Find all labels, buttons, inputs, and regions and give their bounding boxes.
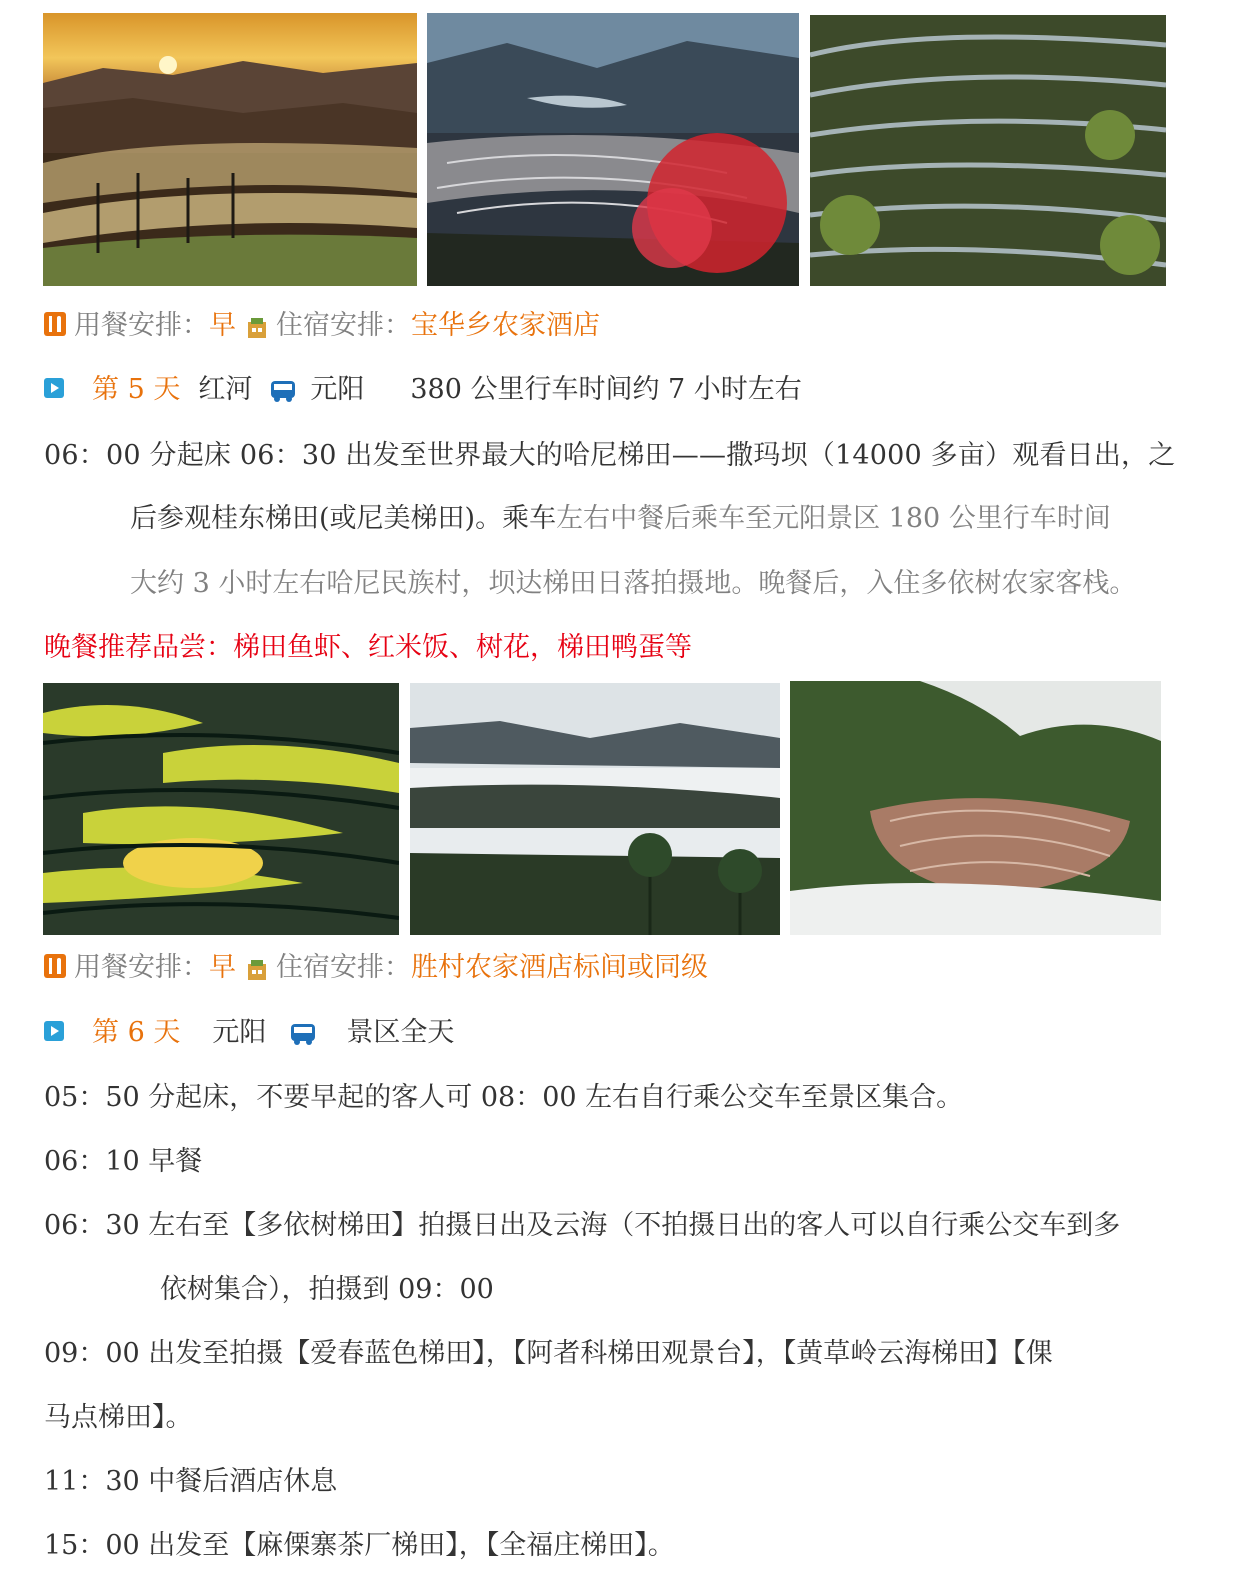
meal-label: 用餐安排： [74, 952, 209, 983]
day5-para-line2a: 后参观桂东梯田(或尼美梯田)。乘车 [130, 503, 557, 534]
meal-value: 早 [209, 952, 236, 983]
day5-para-line2 [130, 499, 1180, 539]
dinner-recommend: 晚餐推荐品尝：梯田鱼虾、红米饭、树花，梯田鸭蛋等 [44, 632, 692, 663]
meal-value: 早 [209, 310, 236, 341]
play-icon [44, 1021, 64, 1041]
day5-from: 红河 [198, 374, 253, 405]
hotel-icon [246, 312, 268, 336]
day5-para-line2b: 左右中餐后乘车至元阳景区 180 公里行车时间 [556, 503, 1111, 534]
photo-terraces-sunset [43, 13, 417, 286]
meal-lodging-line-day5 [44, 948, 1180, 988]
day5-to: 元阳 [310, 374, 365, 405]
day5-distance: 380 公里行车时间约 7 小时左右 [410, 374, 802, 405]
lodging-label: 住宿安排： [276, 310, 411, 341]
day6-label: 第 6 天 [92, 1017, 181, 1048]
day6-item-4-line2: 马点梯田】。 [44, 1402, 193, 1433]
lodging-value: 宝华乡农家酒店 [411, 310, 600, 341]
play-icon [44, 378, 64, 398]
photo-terraces-yellow [43, 683, 399, 935]
day5-para-line1: 06：00 分起床 06：30 出发至世界最大的哈尼梯田——撒玛坝（14000 多亩）观看日出，之 [44, 440, 1176, 471]
day6-from: 元阳 [212, 1017, 267, 1048]
day5-para-line3: 大约 3 小时左右哈尼民族村，坝达梯田日落拍摄地。晚餐后，入住多依树农家客栈。 [130, 568, 1137, 599]
utensils-icon [44, 954, 66, 978]
meal-lodging-line-day4 [44, 306, 1180, 346]
day6-item-2: 06：10 早餐 [44, 1146, 203, 1177]
photo-terraces-mist [410, 683, 780, 935]
photo-terraces-green [810, 15, 1166, 286]
day6-item-3-line2: 依树集合），拍摄到 09：00 [160, 1274, 494, 1305]
day6-header [44, 1013, 1180, 1053]
day6-item-6: 15：00 出发至【麻傈寨茶厂梯田】，【全福庄梯田】。 [44, 1530, 675, 1561]
day6-item-1: 05：50 分起床，不要早起的客人可 08：00 左右自行乘公交车至景区集合。 [44, 1082, 964, 1113]
lodging-label: 住宿安排： [276, 952, 411, 983]
meal-label: 用餐安排： [74, 310, 209, 341]
photo-terraces-red-tree [427, 13, 799, 286]
day5-label: 第 5 天 [92, 374, 181, 405]
day6-item-5: 11：30 中餐后酒店休息 [44, 1466, 338, 1497]
day6-to: 景区全天 [346, 1017, 455, 1048]
bus-icon [290, 1018, 316, 1042]
hotel-icon [246, 954, 268, 978]
bus-icon [270, 375, 296, 399]
day6-item-4-line1: 09：00 出发至拍摄【爱春蓝色梯田】，【阿者科梯田观景台】，【黄草岭云海梯田】【倮 [44, 1338, 1053, 1369]
day6-item-3-line1: 06：30 左右至【多依树梯田】拍摄日出及云海（不拍摄日出的客人可以自行乘公交车到多 [44, 1210, 1121, 1241]
photo-terraces-cloud [790, 681, 1161, 935]
utensils-icon [44, 312, 66, 336]
day5-header [44, 370, 1180, 410]
lodging-value: 胜村农家酒店标间或同级 [411, 952, 708, 983]
